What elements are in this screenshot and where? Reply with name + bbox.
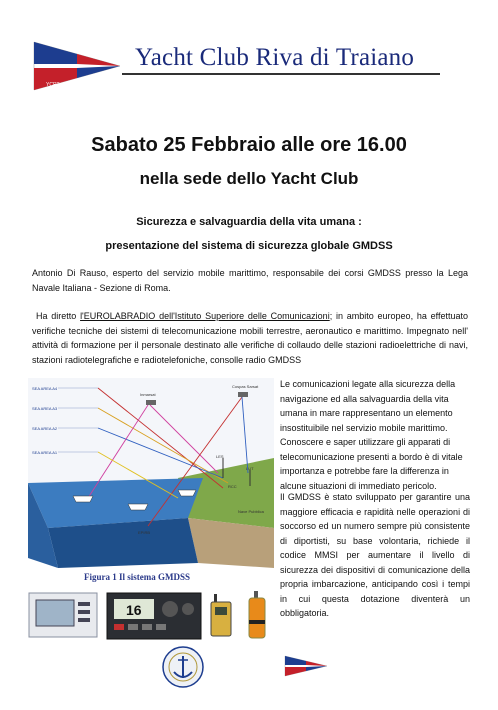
gmdss-intro-paragraph: Le comunicazioni legate alla sicurezza della navigazione ed alla salvaguardia della vita umana in mare rappresentano un elemento insostituibile nel servizio mobile marittimo. Conoscere e saper utilizzare gli apparati di telecomunicazione presenti a bordo è di vitale importanza e potrebbe fare la differenza in alcune situazioni di immediato pericolo. bbox=[280, 379, 463, 491]
bio-prefix: Ha diretto bbox=[36, 311, 81, 321]
diagram-label: Inmarsat bbox=[140, 392, 156, 397]
gmdss-diagram bbox=[28, 378, 274, 570]
bio-rest: ; in ambito europeo, ha effettuato verifiche tecniche dei sistemi di telecomunicazione mobili terrestre, aeronautico e marittimo. Impegnato nell' attività di formazione per il personale destinato alle verifiche di collaudo delle stazioni radioelettriche di navi, stazioni radiotelegrafiche e radiotelefoniche, consolle radio GMDSS bbox=[32, 311, 468, 365]
handheld-radio-image bbox=[208, 592, 234, 638]
diagram-label: Nave Pubblica bbox=[238, 509, 264, 514]
epirb-beacon-image bbox=[244, 590, 270, 640]
vhf-radio-image bbox=[106, 592, 202, 640]
speaker-intro: Antonio Di Rauso, esperto del servizio mobile marittimo, responsabile dei corsi GMDSS presso la Lega Navale Italiana - Sezione di Roma. bbox=[32, 268, 468, 293]
event-date: Sabato 25 Febbraio alle ore 16.00 bbox=[91, 134, 407, 156]
figure-caption: Figura 1 Il sistema GMDSS bbox=[84, 572, 191, 582]
title-underline bbox=[122, 73, 440, 75]
small-burgee-icon bbox=[284, 655, 328, 677]
diagram-label: EPIRB bbox=[138, 530, 151, 535]
radio-channel-display: 16 bbox=[126, 602, 142, 618]
sea-area-label: SEA AREA A1 bbox=[32, 450, 58, 455]
gmdss-mmsi-paragraph: Il GMDSS è stato sviluppato per garantire una maggiore efficacia e rapidità nelle operazioni di soccorso ed un numero sempre più consistente di diportisti, su base volontaria, richiede il codice MMSI per aumentare il livello di sicurezza dei dispositivi di comunicazione della propria imbarcazione, anticipando così i tempi in cui questa dotazione diventerà un obbligatoria. bbox=[280, 492, 470, 618]
cospas-satellite-icon bbox=[238, 392, 248, 397]
ship-icon bbox=[73, 496, 93, 502]
diagram-label: Cospas Sarsat bbox=[232, 384, 259, 389]
burgee-letters: YCRT bbox=[46, 82, 60, 88]
diagram-label: LUT bbox=[246, 466, 254, 471]
club-title: Yacht Club Riva di Traiano bbox=[135, 44, 415, 71]
inmarsat-satellite-icon bbox=[146, 400, 156, 405]
ship-icon bbox=[178, 490, 196, 496]
topic-line-1: Sicurezza e salvaguardia della vita umana : bbox=[136, 216, 362, 228]
speaker-bio bbox=[32, 309, 468, 367]
event-place: nella sede dello Yacht Club bbox=[139, 169, 359, 188]
topic-line-2: presentazione del sistema di sicurezza globale GMDSS bbox=[105, 240, 393, 252]
ship-icon bbox=[128, 504, 148, 510]
diagram-label: LES bbox=[216, 454, 224, 459]
bio-institute: l'EUROLABRADIO dell'Istituto Superiore delle Comunicazioni bbox=[80, 311, 330, 321]
gps-unit-image bbox=[28, 592, 98, 638]
sea-area-label: SEA AREA A4 bbox=[32, 386, 58, 391]
sea-area-label: SEA AREA A2 bbox=[32, 426, 58, 431]
club-burgee-icon bbox=[32, 40, 122, 92]
lega-navale-emblem-icon bbox=[160, 644, 206, 690]
sea-area-label: SEA AREA A3 bbox=[32, 406, 58, 411]
diagram-label: RCC bbox=[228, 484, 237, 489]
